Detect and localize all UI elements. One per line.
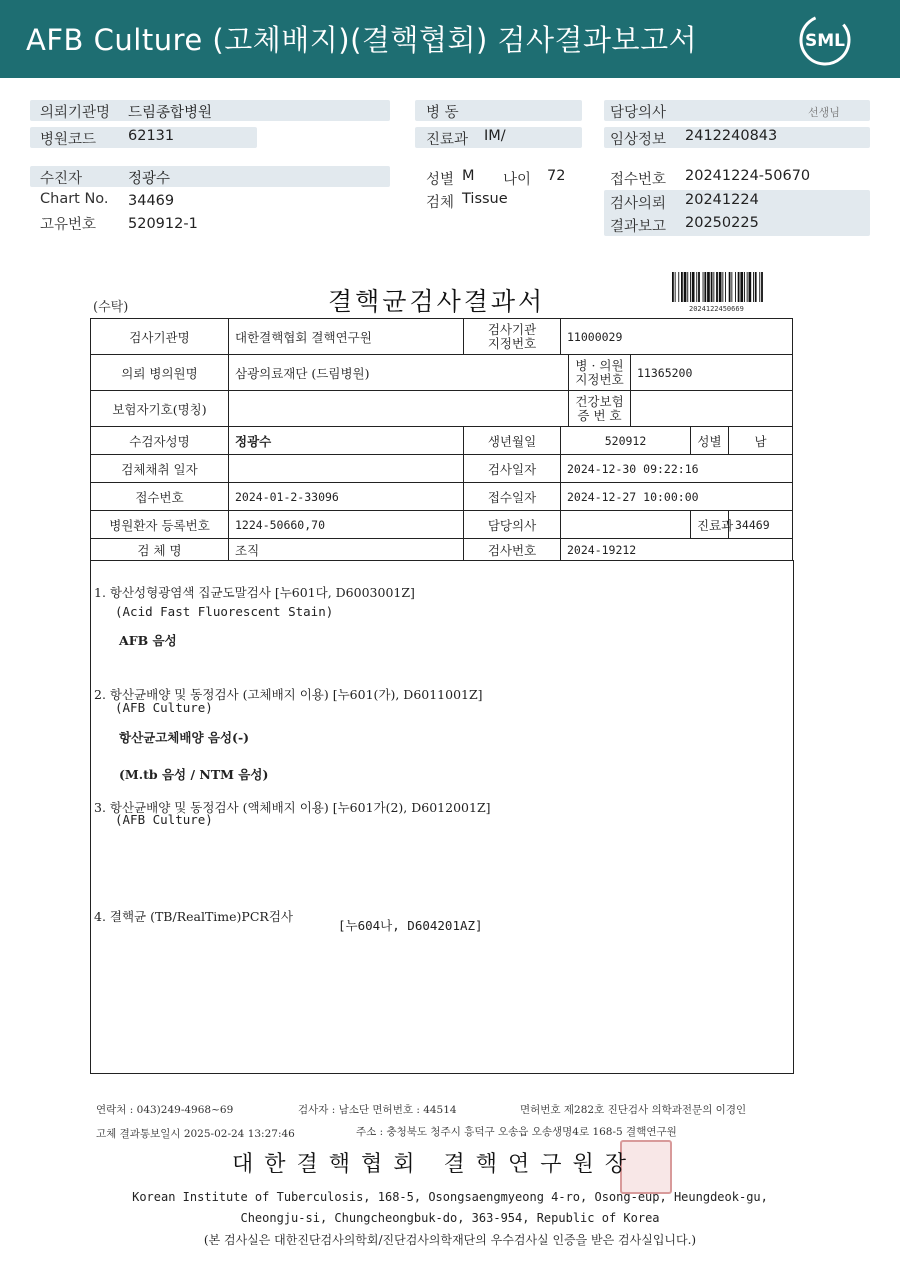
reg-value: 1224-50660,70 bbox=[229, 511, 464, 539]
id-value: 520912-1 bbox=[128, 216, 198, 232]
info-shade bbox=[30, 166, 390, 187]
logo-text: SML bbox=[805, 31, 845, 51]
test-date-label: 검사일자 bbox=[464, 455, 561, 483]
ward-label: 병 동 bbox=[426, 105, 459, 121]
test-no-value: 2024-19212 bbox=[561, 539, 793, 561]
specimen-cell-value: 조직 bbox=[229, 539, 464, 561]
barcode-bar bbox=[725, 272, 726, 302]
barcode bbox=[671, 272, 764, 306]
specimen-label: 검체 bbox=[426, 195, 455, 211]
hosp-code-value: 11365200 bbox=[631, 355, 793, 391]
age-value: 72 bbox=[547, 168, 566, 184]
dept-cell-label: 진료과 bbox=[691, 511, 729, 539]
req-hosp-value: 삼광의료재단 (드림병원) bbox=[229, 355, 569, 391]
english-address-2: Cheongju-si, Chungcheongbuk-do, 363-954, Republic of Korea bbox=[240, 1211, 660, 1225]
barcode-bar bbox=[729, 272, 731, 302]
barcode-number: 2024122450669 bbox=[689, 305, 744, 313]
receipt-value: 20241224-50670 bbox=[685, 168, 811, 184]
age-label: 나이 bbox=[503, 172, 532, 188]
barcode-bar bbox=[681, 272, 683, 302]
institution-value: 드림종합병원 bbox=[128, 105, 213, 121]
document-title: 결핵균검사결과서 bbox=[328, 287, 546, 316]
barcode-bar bbox=[719, 272, 722, 302]
barcode-bar bbox=[675, 272, 676, 302]
clinical-label: 임상정보 bbox=[610, 132, 667, 148]
institute-name: 대한결핵협회 결핵연구원장 bbox=[232, 1152, 638, 1177]
barcode-bar bbox=[672, 272, 674, 302]
result-2-value-2: (M.tb 음성 / NTM 음성) bbox=[119, 767, 269, 782]
name-value: 정광수 bbox=[229, 427, 464, 455]
barcode-bar bbox=[696, 272, 697, 302]
english-address-1: Korean Institute of Tuberculosis, 168-5, Osongsaengmyeong 4-ro, Osong-eup, Heungdeok-gu, bbox=[132, 1190, 768, 1204]
inst-code-label: 검사기관 지정번호 bbox=[464, 319, 561, 355]
hosp-code-label: 병 · 의원 지정번호 bbox=[569, 355, 631, 391]
barcode-bar bbox=[722, 272, 723, 302]
barcode-bar bbox=[692, 272, 695, 302]
report-label: 결과보고 bbox=[610, 219, 667, 235]
info-table bbox=[90, 318, 793, 561]
barcode-bar bbox=[711, 272, 713, 302]
specimen-value: Tissue bbox=[462, 191, 508, 207]
dept-cell-value: 34469 bbox=[729, 511, 793, 539]
footer-license: 면허번호 제282호 진단검사 의학과전문의 이경인 bbox=[520, 1104, 747, 1116]
barcode-bar bbox=[703, 272, 704, 302]
sml-logo bbox=[798, 13, 852, 67]
chart-label: Chart No. bbox=[40, 191, 109, 207]
barcode-bar bbox=[731, 272, 732, 302]
institution-label: 의뢰기관명 bbox=[40, 105, 111, 121]
gender-label: 성별 bbox=[691, 427, 729, 455]
receipt-no-value: 2024-01-2-33096 bbox=[229, 483, 464, 511]
header-bar bbox=[0, 0, 900, 78]
dept-label: 진료과 bbox=[426, 132, 469, 148]
result-1-title: 1. 항산성형광염색 집균도말검사 [누601다, D6003001Z] bbox=[94, 585, 415, 600]
certification-note: (본 검사실은 대한진단검사의학회/진단검사의학재단의 우수검사실 인증을 받은 검사실입니다.) bbox=[203, 1233, 697, 1247]
clinical-value: 2412240843 bbox=[685, 128, 778, 144]
reg-label: 병원환자 등록번호 bbox=[91, 511, 229, 539]
result-1-value: AFB 음성 bbox=[119, 633, 177, 648]
result-1-subtitle: (Acid Fast Fluorescent Stain) bbox=[115, 604, 334, 619]
barcode-bar bbox=[753, 272, 754, 302]
hospital-code-label: 병원코드 bbox=[40, 132, 97, 148]
doctor-cell-value bbox=[561, 511, 691, 539]
receipt-date-label: 접수일자 bbox=[464, 483, 561, 511]
barcode-bar bbox=[690, 272, 691, 302]
barcode-bar bbox=[713, 272, 714, 302]
barcode-bar bbox=[716, 272, 718, 302]
hospital-code-value: 62131 bbox=[128, 128, 175, 144]
req-hosp-label: 의뢰 병의원명 bbox=[91, 355, 229, 391]
test-date-value: 2024-12-30 09:22:16 bbox=[561, 455, 793, 483]
inst-code-value: 11000029 bbox=[561, 319, 793, 355]
patient-value: 정광수 bbox=[128, 171, 171, 187]
chart-value: 34469 bbox=[128, 193, 175, 209]
barcode-bar bbox=[755, 272, 757, 302]
test-no-label: 검사번호 bbox=[464, 539, 561, 561]
gender-value: 남 bbox=[729, 427, 793, 455]
sex-label: 성별 bbox=[426, 172, 455, 188]
receipt-date-value: 2024-12-27 10:00:00 bbox=[561, 483, 793, 511]
barcode-bar bbox=[761, 272, 763, 302]
result-2-subtitle: (AFB Culture) bbox=[115, 700, 213, 715]
collect-label: 검체채취 일자 bbox=[91, 455, 229, 483]
barcode-bar bbox=[678, 272, 679, 302]
footer-contact: 연락처 : 043)249-4968~69 bbox=[96, 1104, 234, 1116]
result-3-subtitle: (AFB Culture) bbox=[115, 812, 213, 827]
request-label: 검사의뢰 bbox=[610, 196, 667, 212]
inst-label: 검사기관명 bbox=[91, 319, 229, 355]
barcode-bar bbox=[687, 272, 688, 302]
name-label: 수검자성명 bbox=[91, 427, 229, 455]
result-3-title: 3. 항산균배양 및 동정검사 (액체배지 이용) [누601가(2), D6012001Z] bbox=[94, 800, 491, 815]
id-label: 고유번호 bbox=[40, 217, 97, 233]
barcode-bar bbox=[749, 272, 752, 302]
result-2-title: 2. 항산균배양 및 동정검사 (고체배지 이용) [누601(가), D6011001Z] bbox=[94, 687, 483, 702]
health-value bbox=[631, 391, 793, 427]
report-value: 20250225 bbox=[685, 215, 759, 231]
footer-notified: 고체 결과통보일시 2025-02-24 13:27:46 bbox=[96, 1128, 295, 1140]
barcode-bar bbox=[759, 272, 760, 302]
collect-value bbox=[229, 455, 464, 483]
barcode-bar bbox=[698, 272, 700, 302]
report-title: AFB Culture (고체배지)(결핵협회) 검사결과보고서 bbox=[26, 23, 698, 57]
result-2-value-1: 항산균고체배양 음성(-) bbox=[119, 730, 250, 745]
barcode-bar bbox=[684, 272, 687, 302]
footer-address: 주소 : 충청북도 청주시 흥덕구 오송읍 오송생명4로 168-5 결핵연구원 bbox=[356, 1126, 677, 1138]
patient-label: 수진자 bbox=[40, 171, 83, 187]
specimen-cell-label: 검 체 명 bbox=[91, 539, 229, 561]
insured-label: 보험자기호(명칭) bbox=[91, 391, 229, 427]
doctor-cell-label: 담당의사 bbox=[464, 511, 561, 539]
receipt-label: 접수번호 bbox=[610, 172, 667, 188]
doctor-label: 담당의사 bbox=[610, 105, 667, 121]
dob-value: 520912 bbox=[561, 427, 691, 455]
barcode-bar bbox=[707, 272, 710, 302]
barcode-bar bbox=[735, 272, 736, 302]
doctor-suffix: 선생님 bbox=[808, 106, 840, 119]
footer-tester: 검사자 : 남소단 면허번호 : 44514 bbox=[298, 1104, 457, 1116]
dob-label: 생년월일 bbox=[464, 427, 561, 455]
barcode-bar bbox=[704, 272, 706, 302]
result-4-title: 4. 결핵균 (TB/RealTime)PCR검사 bbox=[94, 909, 293, 924]
insured-value bbox=[229, 391, 569, 427]
barcode-bar bbox=[738, 272, 740, 302]
suttak-label: (수탁) bbox=[93, 300, 129, 315]
barcode-bar bbox=[740, 272, 743, 302]
request-value: 20241224 bbox=[685, 192, 759, 208]
inst-value: 대한결핵협회 결핵연구원 bbox=[229, 319, 464, 355]
results-box bbox=[90, 560, 794, 1074]
receipt-no-label: 접수번호 bbox=[91, 483, 229, 511]
result-4-code: [누604나, D604201AZ] bbox=[338, 918, 483, 933]
dept-value: IM/ bbox=[484, 128, 506, 144]
barcode-bar bbox=[747, 272, 748, 302]
sex-value: M bbox=[462, 168, 475, 184]
health-label: 건강보험 증 번 호 bbox=[569, 391, 631, 427]
barcode-bar bbox=[744, 272, 745, 302]
